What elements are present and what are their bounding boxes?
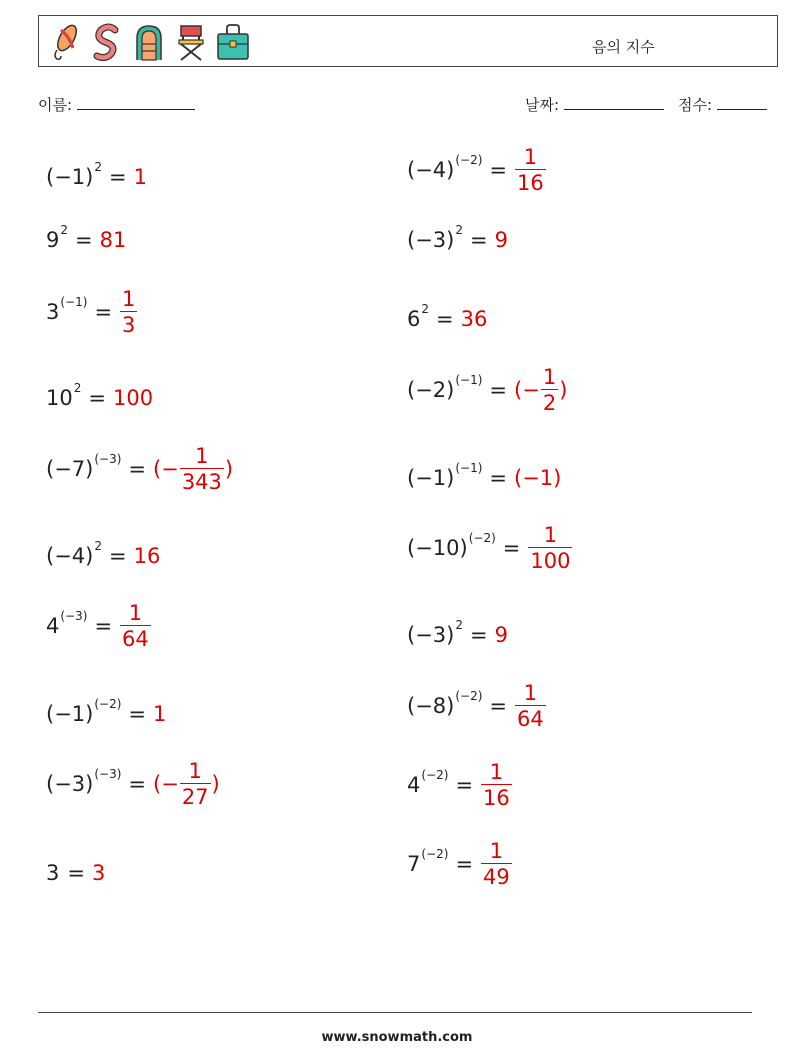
answer-fraction: $\frac{1}{49}$ [483,839,510,890]
problem-4: (−3) $^2$ = 9 [407,223,508,252]
answer-9: (− $\frac{1}{343}$ ) [153,444,234,495]
inflatable-boat-icon [131,22,167,62]
answer-12 [527,524,573,572]
worksheet-title: 음의 지수 [592,38,655,56]
folding-chair-icon [173,22,209,62]
name-label: 이름: [38,96,73,114]
problem-11: (−4) $^2$ = 16 [46,539,161,568]
answer-fraction: $\frac{1}{64}$ [122,601,149,652]
header-icons [47,22,251,62]
answer-4: 9 [494,228,508,252]
date-field [525,94,664,115]
answer-fraction: $\frac{1}{16}$ [517,145,544,196]
name-field [38,94,195,115]
problem-13: 4 $^{(-3)}$ = $\frac{1}{64}$ [46,602,152,650]
answer-19: 3 [91,861,106,885]
tackle-box-icon [215,22,251,62]
name-blank[interactable] [77,95,195,110]
answer-20 [480,840,513,888]
answer-17: (− $\frac{1}{27}$ ) [153,759,220,810]
problem-15: (−1) $^{(-2)}$ = 1 [46,697,167,726]
problem-16: (−8) $^{(-2)}$ = $\frac{1}{64}$ [407,682,547,730]
fishing-lure-icon [47,22,83,62]
answer-5 [119,288,138,336]
problem-17: (−3) $^{(-3)}$ = (− $\frac{1}{27}$ ) [46,759,220,810]
problem-7: 10 $^2$ = 100 [46,381,154,410]
problem-1: (−1) $^2$ = 1 [46,160,147,189]
answer-18 [480,761,513,809]
answer-1: 1 [133,165,147,189]
problem-12: (−10) $^{(-2)}$ = $\frac{1}{100}$ [407,524,573,572]
answer-fraction: $\frac{1}{3}$ [122,287,136,338]
date-blank[interactable] [564,95,664,110]
answer-11: 16 [133,544,161,568]
problem-18: 4 $^{(-2)}$ = $\frac{1}{16}$ [407,761,513,809]
answer-3: 81 [99,228,127,252]
problem-9: (−7) $^{(-3)}$ = (− $\frac{1}{343}$ ) [46,444,234,495]
answer-fraction: $\frac{1}{27}$ [181,759,209,810]
answer-2 [514,146,547,194]
problem-10: (−1) $^{(-1)}$ = (−1) [407,461,562,490]
problem-8: (−2) $^{(-1)}$ = (− $\frac{1}{2}$ ) [407,365,568,416]
footer-divider [38,1012,752,1013]
answer-fraction: $\frac{1}{343}$ [181,444,222,495]
worksheet-header [38,15,778,67]
answer-14: 9 [494,623,508,647]
answer-fraction: $\frac{1}{64}$ [517,681,544,732]
answer-fraction: $\frac{1}{100}$ [530,523,571,574]
answer-16 [514,682,547,730]
date-label: 날짜: [525,96,560,114]
answer-7: 100 [112,386,154,410]
problem-14: (−3) $^2$ = 9 [407,618,508,647]
answer-fraction: $\frac{1}{16}$ [483,760,510,811]
answer-8: (− $\frac{1}{2}$ ) [514,365,568,416]
worm-icon [89,22,125,62]
problem-5: 3 $^{(-1)}$ = $\frac{1}{3}$ [46,288,138,336]
answer-15: 1 [153,702,167,726]
footer-url: www.snowmath.com [321,1030,473,1045]
problem-2: (−4) $^{(-2)}$ = $\frac{1}{16}$ [407,146,547,194]
answer-6: 36 [460,307,488,331]
answer-10: (−1) [514,466,562,490]
answer-13 [119,602,152,650]
score-field [678,94,767,115]
score-blank[interactable] [717,95,767,110]
problem-19: 3 = 3 [46,861,106,885]
problem-20: 7 $^{(-2)}$ = $\frac{1}{49}$ [407,840,513,888]
answer-fraction: $\frac{1}{2}$ [542,365,557,416]
problem-3: 9 $^2$ = 81 [46,223,127,252]
score-label: 점수: [678,96,713,114]
problem-6: 6 $^2$ = 36 [407,302,488,331]
